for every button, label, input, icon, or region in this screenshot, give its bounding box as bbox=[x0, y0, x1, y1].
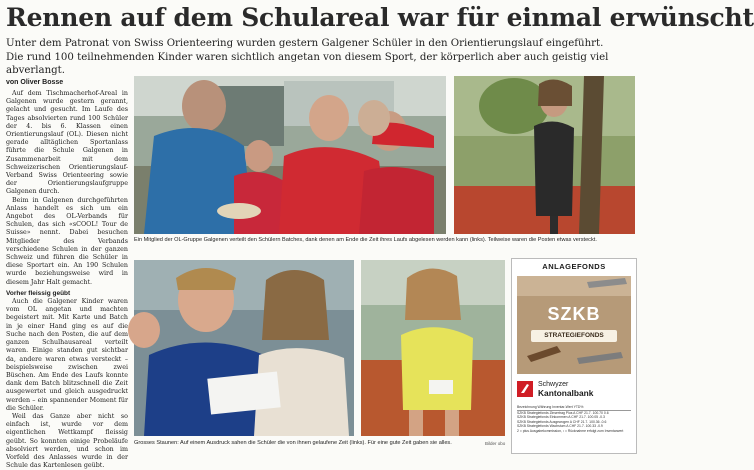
photo-credit: Bilder obo bbox=[485, 441, 506, 446]
fund-table-footnote: 2 = plus Ausgabekommission, ¹ = Rücknahme erfolgt zum Inventarwert bbox=[517, 428, 624, 433]
lead-line-2: Die rund 100 teilnehmenden Kinder waren sichtlich angetan von diesem Sport, der körperlich aber auch geistig viel abverlangt. bbox=[6, 51, 609, 76]
ad-brand: SZKB bbox=[547, 304, 601, 324]
lead-paragraph bbox=[6, 37, 632, 78]
bank-name-line1: Schwyzer bbox=[538, 381, 569, 388]
photo-hidden-post bbox=[454, 76, 635, 234]
bank-name-line2: Kantonalbank bbox=[538, 388, 594, 398]
body-paragraph: Beim in Galgenen durchgeführten Anlass handelt es sich um ein Angebot des OL-Verbands für Schulen, das sich «sCOOL! Tour de Suisse» nennt. Dabei besuchen Mitglieder des Verbands verschiedene Schulen in der ganzen Schweiz und führen die Schüler in diese Sportart ein. An 190 Schulen wurde beziehungsweise wird in diesem Jahr Halt gemacht. bbox=[6, 196, 128, 286]
photo-batch-distribution bbox=[134, 76, 446, 234]
author-byline: von Oliver Bosse bbox=[6, 79, 64, 86]
body-paragraph: Weil das Ganze aber nicht so einfach ist, wurde vor dem eigentlichen Wettkampf fleissig geübt. So konnten einige Probeläufe absolviert werden, und schon im Vorfeld des Anlasses wurde in der Schule das Kartenlesen geübt. bbox=[6, 412, 128, 470]
lead-line-1: Unter dem Patronat von Swiss Orienteering wurden gestern Galgener Schüler in den Orientierungslauf eingeführt. bbox=[6, 38, 604, 49]
body-paragraph: Auf dem Tischmacherhof-Areal in Galgenen wurde gestern gerannt, gelacht und gesucht. Im Laufe des Tages absolvierten rund 100 Schüler der 4. bis 6. Klassen einen Orientierungslauf (OL). Diesen nicht gerade alltäglichen Sportanlass führte die Schule Galgenen in Zusammenarbeit mit dem Schweizerischen Orientierungslauf-Verband Swiss Orienteering sowie der Orientierungslaufgruppe Galgenen durch. bbox=[6, 90, 128, 196]
photo-reading-printout bbox=[134, 260, 354, 436]
bank-logo-icon bbox=[517, 381, 533, 397]
headline: Rennen auf dem Schulareal war für einmal erwünscht bbox=[6, 3, 754, 32]
caption-bottom: Grosses Staunen: Auf einem Ausdruck sahen die Schüler die von ihnen gelaufene Zeit (links). Für eine gute Zeit gaben sie alles. bbox=[134, 440, 452, 446]
body-paragraph: Auch die Galgener Kinder waren vom OL angetan und machten begeistert mit. Mit Karte und Batch in je einer Hand ging es auf die Suche nach den Posten, die auf dem ganzen Schulhausareal verteilt waren. Einige standen gut sichtbar da, andere waren etwas versteckt – beispielsweise zwischen zwei Büschen. Am Ende des Laufs konnte dank dem Batch blitzschnell die Zeit ausgewertet und gleich ausgedruckt werden – ein spannender Moment für die Schüler. bbox=[6, 298, 128, 412]
bank-name bbox=[538, 381, 593, 399]
fund-table-header: Bezeichnung Währung Inventar-Wert YTD% bbox=[517, 405, 631, 411]
photo-girl-running bbox=[361, 260, 505, 436]
fund-table bbox=[517, 405, 631, 434]
subheading: Vorher fleissig geübt bbox=[6, 289, 71, 297]
ad-product: STRATEGIEFONDS bbox=[531, 330, 617, 342]
ad-title: ANLAGEFONDS bbox=[542, 262, 606, 271]
fund-table-row: SZKB Strategiefonds Einkommen A CHF 21.7. 100.05 -0.3 bbox=[517, 415, 605, 420]
article-body bbox=[6, 90, 128, 470]
advertisement-anlagefonds[interactable] bbox=[511, 258, 637, 454]
bank-logo-block bbox=[517, 380, 631, 400]
fund-table-row: SZKB Strategiefonds Wachstum A CHF 21.7. 100.33 -0.9 bbox=[517, 424, 603, 429]
fund-table-row: SZKB Strategiefonds Zinsertrag Plus A CHF 21.7. 100.70 0.6 bbox=[517, 410, 609, 415]
ad-image bbox=[517, 276, 631, 374]
fund-table-row: SZKB Strategiefonds Ausgewogen A CHF 21.7. 100.36 -0.6 bbox=[517, 419, 607, 424]
caption-top: Ein Mitglied der OL-Gruppe Galgenen verteilt den Schülern Batches, dank denen am Ende die Zeit ihres Laufs abgelesen werden kann (links). Teilweise waren die Posten etwas versteckt. bbox=[134, 237, 597, 243]
